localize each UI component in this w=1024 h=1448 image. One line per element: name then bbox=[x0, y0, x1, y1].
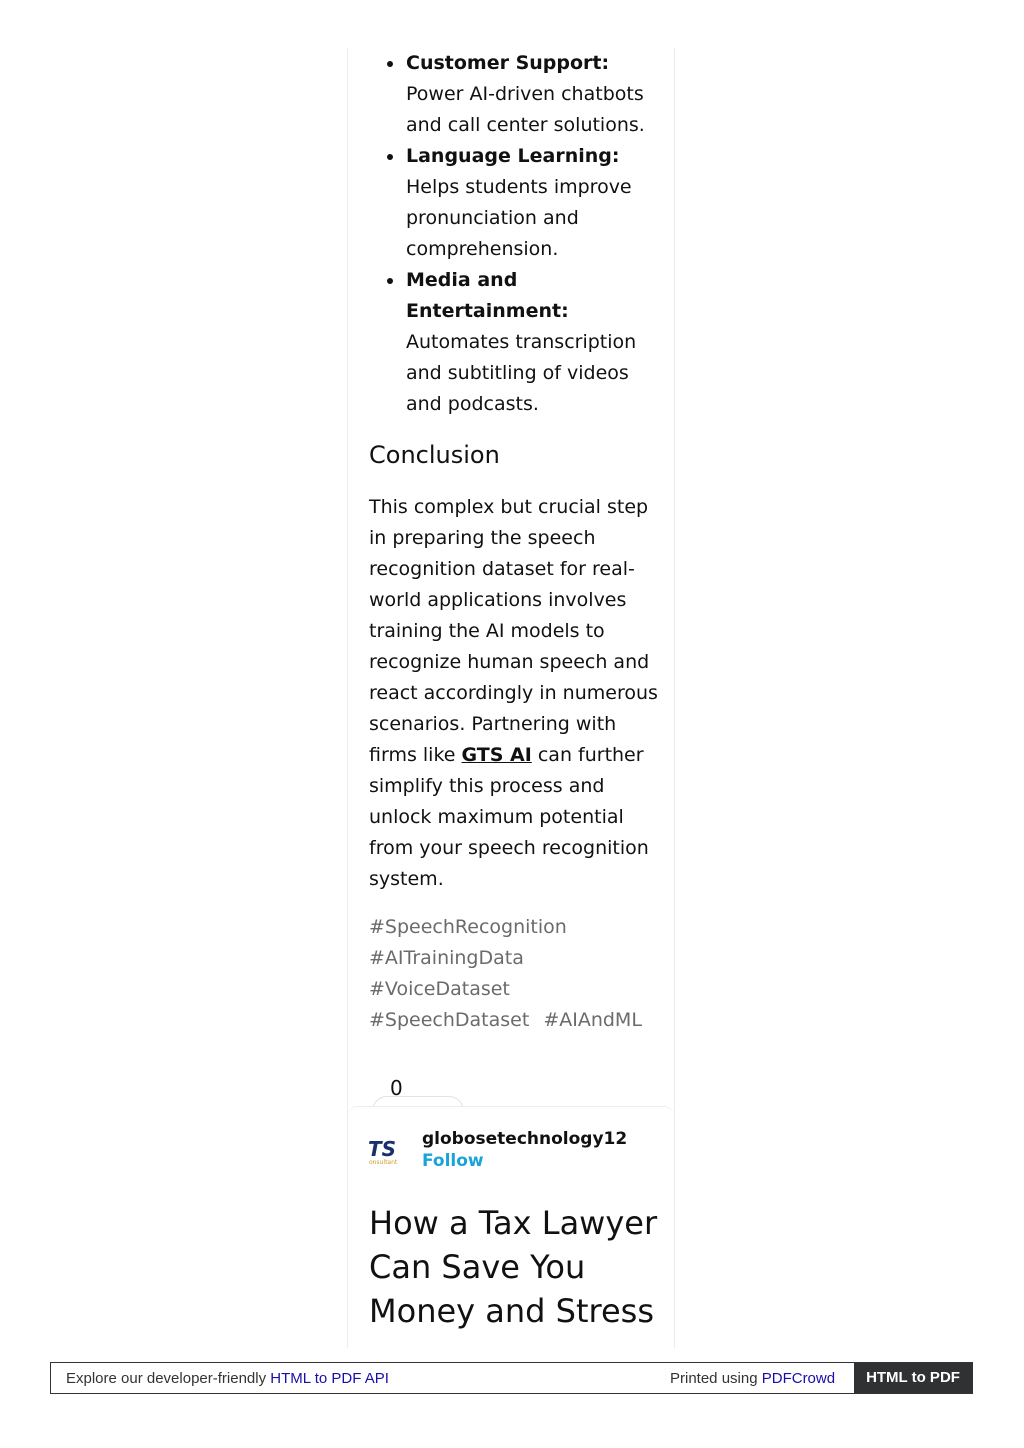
pdfcrowd-link[interactable]: PDFCrowd bbox=[761, 1370, 836, 1387]
hashtag-list bbox=[369, 912, 669, 1036]
gts-ai-link[interactable]: GTS AI bbox=[461, 744, 532, 766]
bullet-term: Customer Support: bbox=[406, 52, 610, 74]
logo-letters: TS bbox=[368, 1137, 397, 1161]
use-case-list bbox=[406, 48, 656, 420]
author-name[interactable]: globosetechnology12 bbox=[422, 1129, 628, 1149]
html-to-pdf-api-link[interactable]: HTML to PDF API bbox=[270, 1370, 389, 1387]
bullet-text: Power AI-driven chatbots and call center solutions. bbox=[406, 83, 645, 136]
html-to-pdf-button[interactable]: HTML to PDF bbox=[854, 1363, 972, 1393]
footer-text: Explore our developer-friendly bbox=[66, 1370, 267, 1387]
article-column bbox=[347, 48, 675, 1348]
bullet-term: Language Learning: bbox=[406, 145, 620, 167]
hashtag-link[interactable]: #SpeechDataset bbox=[369, 1009, 530, 1031]
paragraph-text: This complex but crucial step in preparing the speech recognition dataset for real-world applications involves training the AI models to recognize human speech and react accordingly in numerous scenarios. Partnering with firms like bbox=[369, 496, 658, 766]
list-item bbox=[406, 48, 656, 141]
bullet-text: Automates transcription and subtitling of videos and podcasts. bbox=[406, 331, 637, 415]
article-title[interactable]: How a Tax Lawyer Can Save You Money and Stress bbox=[369, 1204, 658, 1330]
like-count: 0 bbox=[390, 1076, 403, 1100]
hashtag-link[interactable]: #SpeechRecognition bbox=[369, 916, 567, 938]
list-item bbox=[406, 265, 656, 420]
hashtag-link[interactable]: #VoiceDataset bbox=[369, 978, 510, 1000]
conclusion-heading: Conclusion bbox=[369, 441, 500, 469]
logo-subtext: onsultant bbox=[369, 1159, 398, 1165]
next-article-card[interactable] bbox=[348, 1106, 674, 1349]
pdf-footer-bar bbox=[50, 1362, 973, 1394]
bullet-text: Helps students improve pronunciation and comprehension. bbox=[406, 176, 632, 260]
follow-button[interactable]: Follow bbox=[422, 1151, 484, 1171]
list-item bbox=[406, 141, 656, 265]
paragraph-text: can further simplify this process and unlock maximum potential from your speech recognition system. bbox=[369, 744, 649, 890]
author-logo-icon bbox=[368, 1137, 412, 1165]
footer-printed bbox=[670, 1370, 835, 1387]
footer-explore bbox=[66, 1370, 389, 1387]
hashtag-link[interactable]: #AIAndML bbox=[543, 1009, 642, 1031]
conclusion-paragraph bbox=[369, 492, 661, 895]
footer-text: Printed using bbox=[670, 1370, 758, 1387]
bullet-term: Media and Entertainment: bbox=[406, 269, 569, 322]
hashtag-link[interactable]: #AITrainingData bbox=[369, 947, 524, 969]
